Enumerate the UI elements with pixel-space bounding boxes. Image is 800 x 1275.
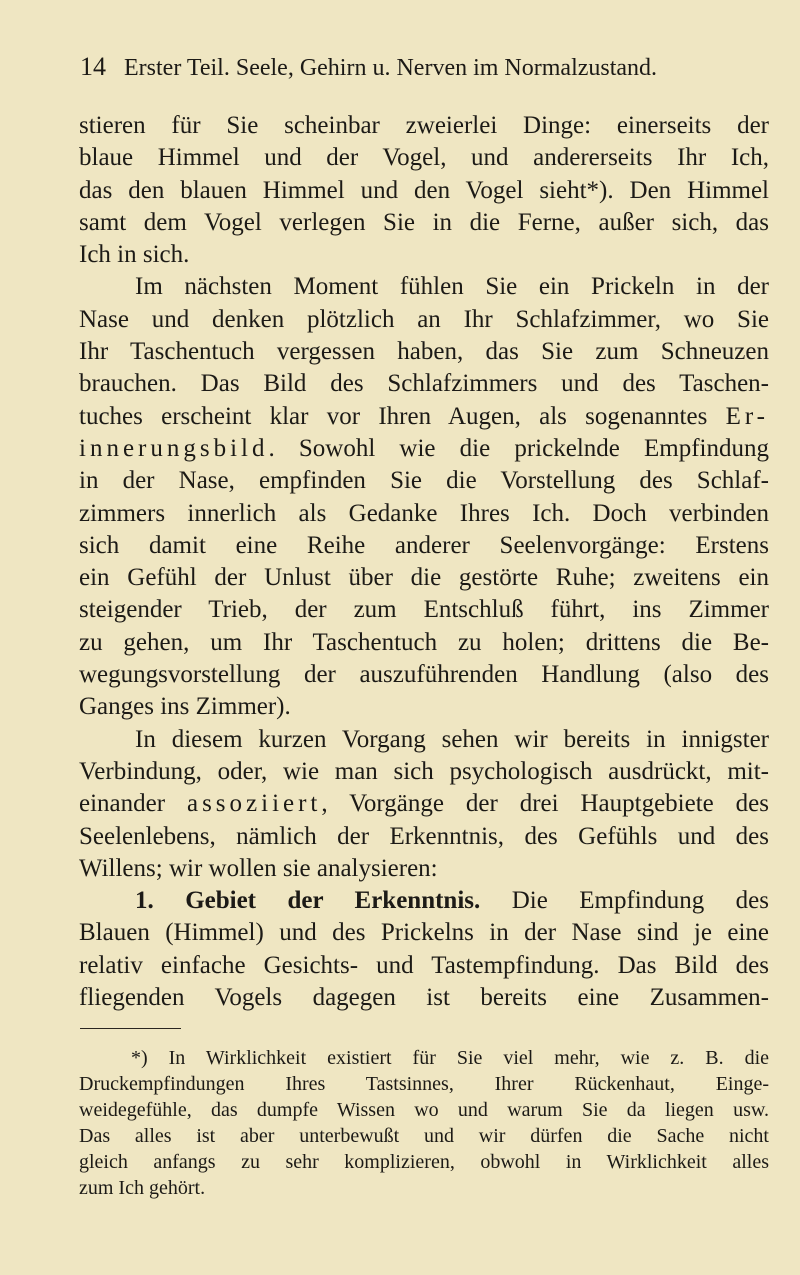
text-line [79, 336, 769, 368]
text-line [79, 142, 769, 174]
text-line [79, 594, 769, 626]
spaced-emphasis: Er- [725, 402, 769, 430]
text-line [79, 853, 769, 885]
text-run: blaue Himmel und der Vogel, und andererseits Ihr Ich, [79, 144, 769, 172]
text-line [79, 465, 769, 497]
text-run: Seelenlebens, nämlich der Erkenntnis, des Gefühls und des [79, 822, 769, 850]
footnote-line [79, 1123, 769, 1149]
text-line [79, 982, 769, 1014]
text-run: *) In Wirklichkeit existiert für Sie viel mehr, wie z. B. die [131, 1047, 769, 1069]
running-title: Erster Teil. Seele, Gehirn u. Nerven im Normalzustand. [124, 55, 658, 81]
footnote-line [79, 1175, 769, 1201]
text-line [79, 788, 769, 820]
text-line [79, 885, 769, 917]
text-line [79, 950, 769, 982]
text-run: gleich anfangs zu sehr komplizieren, obwohl in Wirklichkeit alles [79, 1151, 769, 1173]
text-line [79, 207, 769, 239]
text-run: Blauen (Himmel) und des Prickelns in der Nase sind je eine [79, 919, 769, 947]
text-run: Ihr Taschentuch vergessen haben, das Sie zum Schneuzen [79, 338, 769, 366]
footnote-line [79, 1071, 769, 1097]
text-run: samt dem Vogel verlegen Sie in die Ferne, außer sich, das [79, 208, 769, 236]
text-run: das den blauen Himmel und den Vogel sieht*). Den Himmel [79, 176, 769, 204]
text-run: Die Empfindung des [480, 887, 769, 915]
text-line [79, 756, 769, 788]
text-line [79, 562, 769, 594]
footnote-divider [80, 1028, 181, 1029]
text-line [79, 368, 769, 400]
text-line [79, 917, 769, 949]
text-run: zu gehen, um Ihr Taschentuch zu holen; drittens die Be- [79, 628, 769, 656]
text-line [79, 271, 769, 303]
text-run: ein Gefühl der Unlust über die gestörte Ruhe; zweitens ein [79, 564, 769, 592]
text-run: Im nächsten Moment fühlen Sie ein Prickeln in der [135, 273, 769, 301]
text-run: steigender Trieb, der zum Entschluß führt, ins Zimmer [79, 596, 769, 624]
text-run: brauchen. Das Bild des Schlafzimmers und des Taschen- [79, 370, 769, 398]
text-run: In diesem kurzen Vorgang sehen wir bereits in innigster [135, 725, 769, 753]
text-run: weidegefühle, das dumpfe Wissen wo und warum Sie da liegen usw. [79, 1099, 769, 1121]
text-line [79, 659, 769, 691]
main-text [79, 110, 769, 1014]
text-line [79, 110, 769, 142]
text-run: Ich in sich. [79, 241, 190, 269]
section-heading: 1. Gebiet der Erkenntnis. [135, 887, 481, 915]
text-line [79, 498, 769, 530]
running-header [80, 50, 770, 85]
text-run: Druckempfindungen Ihres Tastsinnes, Ihrer Rückenhaut, Einge- [79, 1073, 769, 1095]
text-run: zimmers innerlich als Gedanke Ihres Ich. Doch verbinden [79, 499, 769, 527]
text-run: tuches erscheint klar vor Ihren Augen, als sogenanntes [79, 402, 726, 430]
text-line [79, 724, 769, 756]
text-run: relativ einfache Gesichts- und Tastempfindung. Das Bild des [79, 951, 769, 979]
text-run: wegungsvorstellung der auszuführenden Handlung (also des [79, 661, 769, 689]
page-number: 14 [80, 52, 106, 81]
text-line [79, 627, 769, 659]
footnote-line [79, 1149, 769, 1175]
footnote [79, 1045, 769, 1201]
text-run: stieren für Sie scheinbar zweierlei Dinge: einerseits der [79, 112, 769, 139]
text-run: . Sowohl wie die prickelnde Empfindung [268, 434, 769, 462]
text-run: Verbindung, oder, wie man sich psychologisch ausdrückt, mit- [79, 757, 769, 785]
text-line [79, 304, 769, 336]
text-run: zum Ich gehört. [79, 1177, 206, 1199]
text-line [79, 821, 769, 853]
text-run: Ganges ins Zimmer). [79, 693, 291, 721]
text-line [79, 239, 769, 271]
text-line [79, 401, 769, 433]
spaced-emphasis: innerungsbild [79, 434, 269, 462]
footnote-line [79, 1045, 769, 1071]
text-line [79, 691, 769, 723]
text-run: einander [79, 790, 187, 818]
text-run: Willens; wir wollen sie analysieren: [79, 854, 438, 882]
text-run: Nase und denken plötzlich an Ihr Schlafzimmer, wo Sie [79, 305, 769, 333]
text-line [79, 433, 769, 465]
text-run: , Vorgänge der drei Hauptgebiete des [321, 790, 769, 818]
spaced-emphasis: assoziiert [186, 790, 322, 818]
text-line [79, 530, 769, 562]
text-run: in der Nase, empfinden Sie die Vorstellung des Schlaf- [79, 467, 769, 495]
text-run: Das alles ist aber unterbewußt und wir dürfen die Sache nicht [79, 1125, 769, 1147]
footnote-line [79, 1097, 769, 1123]
text-run: fliegenden Vogels dagegen ist bereits eine Zusammen- [79, 984, 769, 1012]
text-run: sich damit eine Reihe anderer Seelenvorgänge: Erstens [79, 531, 769, 559]
text-line [79, 175, 769, 207]
